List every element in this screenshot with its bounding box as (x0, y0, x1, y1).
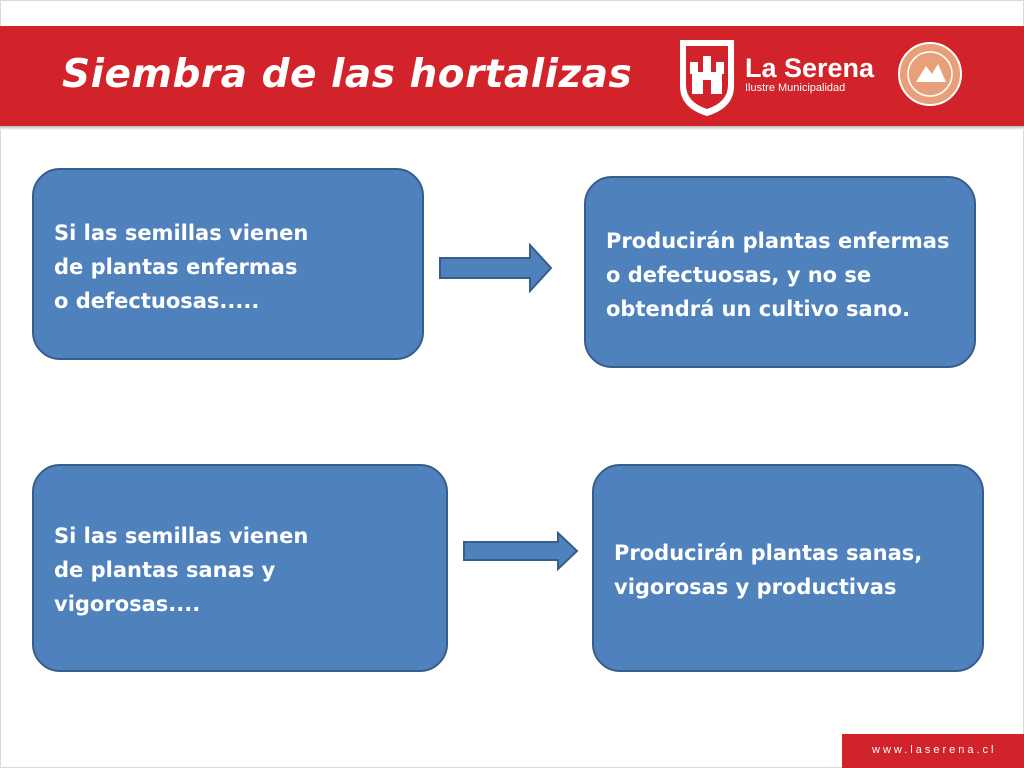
cause-text-unhealthy: Si las semillas vienen de plantas enfermas o defectuosas..... (54, 221, 309, 313)
cause-box-healthy (32, 464, 448, 672)
seal-icon (899, 43, 961, 105)
effect-box-unhealthy (584, 176, 976, 368)
logo-text (745, 54, 874, 95)
logo-name: La Serena (745, 53, 875, 83)
effect-text-unhealthy: Producirán plantas enfermas o defectuosas, y no se obtendrá un cultivo sano. (606, 229, 950, 321)
castle-shield-icon (680, 40, 734, 116)
logo-subtitle: Ilustre Municipalidad (745, 82, 846, 94)
effect-box-healthy (592, 464, 984, 672)
cause-text-healthy: Si las semillas vienen de plantas sanas y vigorosas.... (54, 524, 309, 616)
right-arrow-icon (462, 531, 580, 571)
right-arrow-icon (438, 243, 554, 293)
effect-text-healthy: Producirán plantas sanas, vigorosas y productivas (614, 541, 923, 599)
slide-title: Siembra de las hortalizas (62, 52, 633, 97)
footer-url[interactable]: www.laserena.cl (872, 744, 997, 756)
cause-box-unhealthy (32, 168, 424, 360)
header-shadow (0, 126, 1024, 130)
